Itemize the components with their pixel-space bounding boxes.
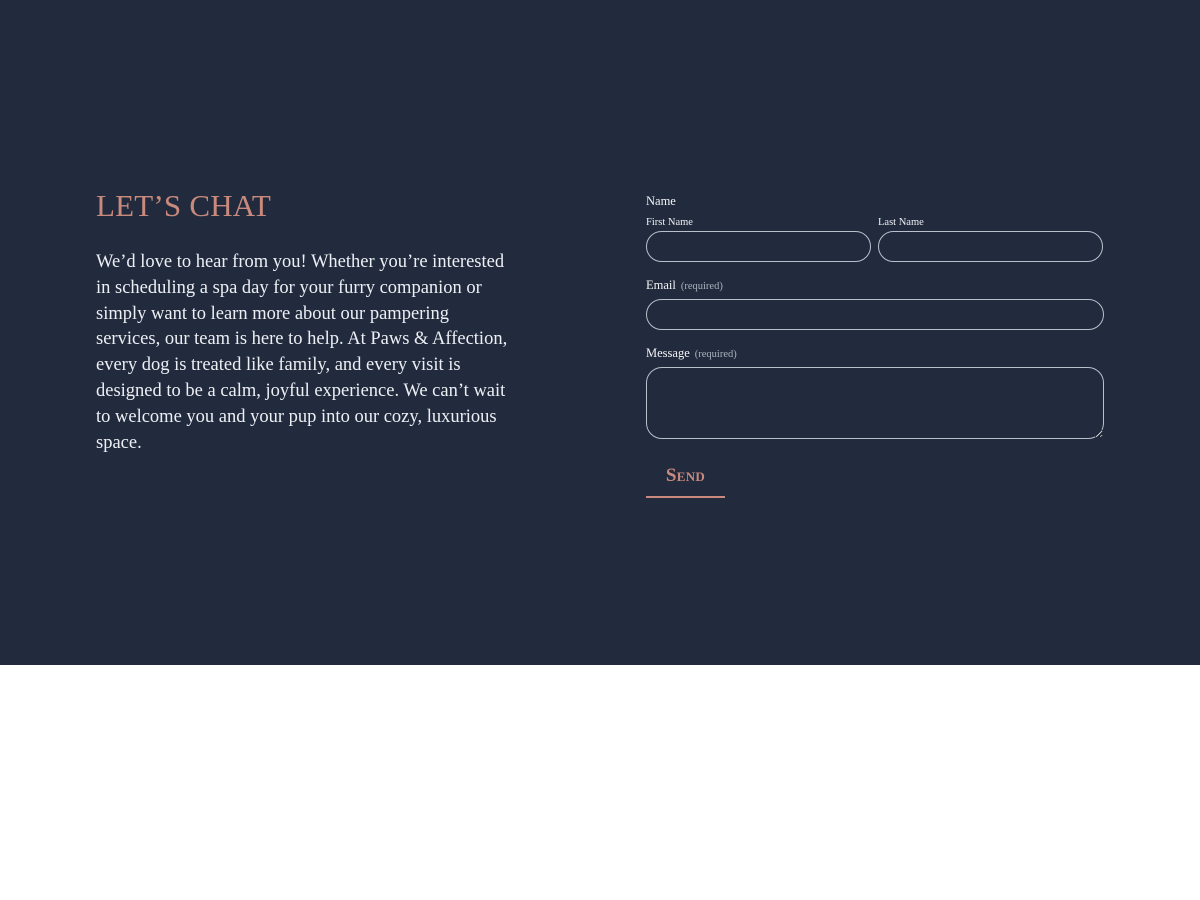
first-name-group xyxy=(646,215,871,262)
page-title: LET’S CHAT xyxy=(96,188,272,223)
message-field[interactable] xyxy=(646,367,1104,439)
message-group xyxy=(646,345,1104,439)
last-name-group xyxy=(878,215,1103,262)
name-legend: Name xyxy=(646,194,676,208)
first-name-label: First Name xyxy=(646,217,693,228)
send-button[interactable]: Send xyxy=(646,465,725,498)
name-row xyxy=(646,215,1104,262)
intro-paragraph: We’d love to hear from you! Whether you’re interested in scheduling a spa day for your furry companion or simply want to learn more about our pampering services, our team is here to help. At Paws & Affection, every dog is treated like family, and every visit is designed to be a calm, joyful experience. We can’t wait to welcome you and your pup into our cozy, luxurious space. xyxy=(96,252,508,453)
message-required-note: (required) xyxy=(694,349,737,360)
message-label-row xyxy=(646,345,1104,363)
email-label-row xyxy=(646,277,1104,295)
email-label: Email xyxy=(646,278,676,292)
email-field[interactable] xyxy=(646,299,1104,330)
last-name-label: Last Name xyxy=(878,217,924,228)
contact-form xyxy=(646,193,1104,498)
first-name-field[interactable] xyxy=(646,231,871,262)
email-group xyxy=(646,277,1104,330)
message-label: Message xyxy=(646,346,690,360)
last-name-field[interactable] xyxy=(878,231,1103,262)
intro-block xyxy=(96,188,516,456)
page-below-section xyxy=(0,665,1200,900)
email-required-note: (required) xyxy=(680,281,723,292)
